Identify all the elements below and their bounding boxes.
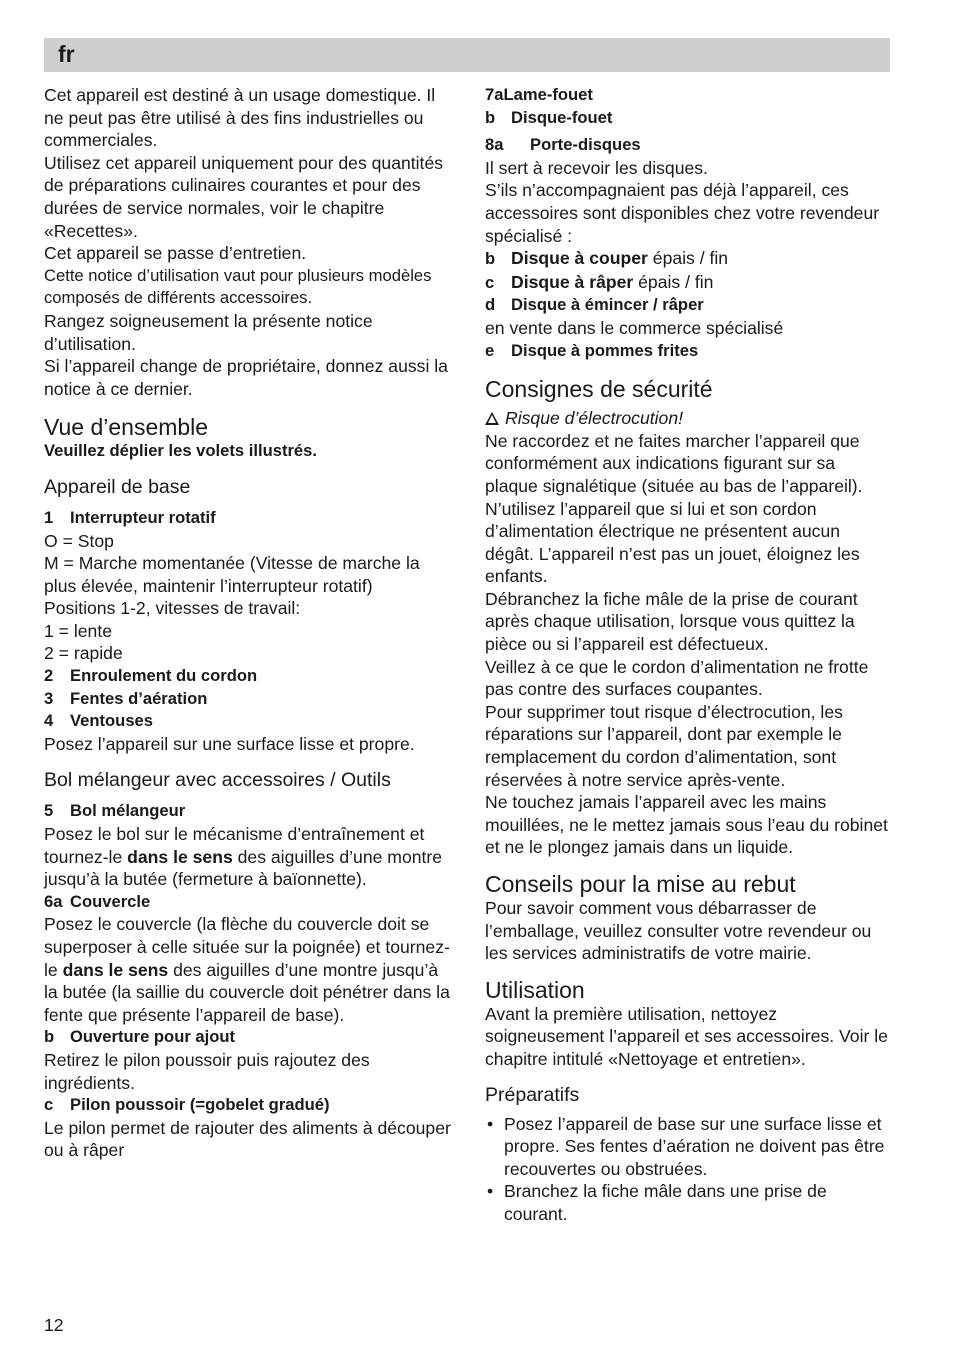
item-6b-text: Retirez le pilon poussoir puis rajoutez des ingrédients. — [44, 1049, 370, 1093]
item-1-line: M = Marche momentanée (Vitesse de marche la plus élevée, maintenir l’interrupteur rotatif) — [44, 553, 420, 596]
intro-paragraph: Rangez soigneusement la présente notice d’utilisation. — [44, 310, 373, 354]
item-2: 2 Enroulement du cordon — [44, 666, 258, 686]
intro-paragraph: Cette notice d’utilisation vaut pour plusieurs modèles composés de différents accessoires. — [44, 265, 432, 308]
disposal-heading: Conseils pour la mise au rebut — [485, 871, 796, 897]
usage-heading: Utilisation — [485, 976, 585, 1003]
safety-paragraph: Pour supprimer tout risque d’électrocution, les réparations sur l’appareil, dont par exemple le remplacement du cordon d’alimentation, sont réservées à notre service après-vente. — [485, 701, 843, 790]
item-1-line: O = Stop — [44, 530, 114, 551]
page-number: 12 — [44, 1315, 64, 1335]
right-column — [485, 84, 890, 1226]
preparation-heading: Préparatifs — [485, 1083, 580, 1106]
item-4: 4 Ventouses — [44, 711, 154, 731]
item-1-line: Positions 1-2, vitesses de travail: — [44, 598, 301, 619]
intro-paragraph: Si l’appareil change de propriétaire, donnez aussi la notice à ce dernier. — [44, 356, 448, 399]
warning-triangle-icon — [485, 412, 499, 425]
language-header-bar — [44, 38, 890, 72]
item-8a: 8a Porte-disques — [485, 135, 641, 155]
left-column — [44, 84, 454, 1162]
base-appliance-heading: Appareil de base — [44, 475, 191, 498]
safety-paragraph: Veillez à ce que le cordon d’alimentation ne frotte pas contre des surfaces coupantes. — [485, 656, 869, 700]
item-3: 3 Fentes d’aération — [44, 688, 208, 708]
item-1: 1 Interrupteur rotatif — [44, 507, 216, 527]
language-code: fr — [58, 41, 75, 67]
item-6b: b Ouverture pour ajout — [44, 1027, 236, 1047]
item-5: 5 Bol mélangeur — [44, 801, 186, 821]
overview-subtitle: Veuillez déplier les volets illustrés. — [44, 441, 317, 461]
safety-paragraph: Débranchez la fiche mâle de la prise de courant après chaque utilisation, lorsque vous quittez la pièce ou si l’appareil est défectueux. — [485, 588, 858, 655]
item-8e: e Disque à pommes frites — [485, 340, 699, 360]
item-8c: c Disque à râper épais / fin — [485, 271, 714, 292]
item-8a-line: S’ils n’accompagnaient pas déjà l’appareil, ces accessoires sont disponibles chez votre revendeur spécialisé : — [485, 180, 880, 246]
disposal-text: Pour savoir comment vous débarrasser de l’emballage, veuillez consulter votre revendeur ou les services administratifs de votre mairie. — [485, 898, 872, 964]
usage-text: Avant la première utilisation, nettoyez soigneusement l’appareil et ses accessoires. Voir le chapitre intitulé «Nettoyage et entretien». — [485, 1003, 888, 1069]
safety-paragraph: N’utilisez l’appareil que si lui et son cordon d’alimentation électrique ne présentent aucun dégât. L’appareil n’est pas un jouet, éloignez les enfants. — [485, 498, 860, 587]
item-8b: b Disque à couper épais / fin — [485, 248, 729, 269]
item-1-line: 1 = lente — [44, 620, 112, 641]
item-1-line: 2 = rapide — [44, 643, 123, 664]
safety-paragraph: Ne raccordez et ne faites marcher l’appareil que conformément aux indications figurant sur sa plaque signalétique (située au bas de l’appareil). — [485, 430, 863, 496]
safety-paragraph: Ne touchez jamais l’appareil avec les mains mouillées, ne le mettez jamais sous l’eau du robinet et ne le plongez jamais dans un liquide. — [485, 792, 888, 858]
safety-warning: Risque d’électrocution! — [485, 407, 890, 430]
item-6a: 6a Couvercle — [44, 891, 151, 911]
intro-paragraph: Utilisez cet appareil uniquement pour des quantités de préparations culinaires courantes et pour des durées de service normales, voir le chapitre «Recettes». — [44, 152, 444, 241]
item-6c-text: Le pilon permet de rajouter des aliments à découper ou à râper — [44, 1117, 451, 1161]
item-8a-line: Il sert à recevoir les disques. — [485, 157, 708, 178]
item-5-text: Posez le bol sur le mécanisme d’entraînement et tournez-le dans le sens des aiguilles d’une montre jusqu’à la butée (fermeture à baïonnette). — [44, 824, 443, 890]
safety-heading: Consignes de sécurité — [485, 376, 713, 403]
item-6c: c Pilon poussoir (=gobelet gradué) — [44, 1095, 330, 1115]
preparation-list — [485, 1113, 890, 1226]
item-7b: b Disque-fouet — [485, 107, 613, 127]
intro-paragraph: Cet appareil est destiné à un usage domestique. Il ne peut pas être utilisé à des fins industrielles ou commerciales. — [44, 85, 436, 151]
overview-heading: Vue d’ensemble — [44, 414, 209, 441]
item-4-text: Posez l’appareil sur une surface lisse et propre. — [44, 733, 415, 754]
item-8d: d Disque à émincer / râper — [485, 295, 704, 315]
bowl-heading: Bol mélangeur avec accessoires / Outils — [44, 769, 391, 792]
item-7a: 7aLame-fouet — [485, 85, 593, 104]
item-8d-text: en vente dans le commerce spécialisé — [485, 317, 784, 338]
item-6a-text: Posez le couvercle (la flèche du couvercle doit se superposer à celle située sur la poignée) et tournez-le dans le sens des aiguilles d’une montre jusqu’à la butée (la saillie du couvercle doit pénétrer dans la fente que présente l’appareil de base). — [44, 914, 450, 1025]
list-item: • Posez l’appareil de base sur une surface lisse et propre. Ses fentes d’aération ne doivent pas être recouvertes ou obstruées. — [485, 1113, 890, 1181]
list-item: • Branchez la fiche mâle dans une prise de courant. — [485, 1180, 890, 1225]
intro-paragraph: Cet appareil se passe d’entretien. — [44, 243, 307, 264]
